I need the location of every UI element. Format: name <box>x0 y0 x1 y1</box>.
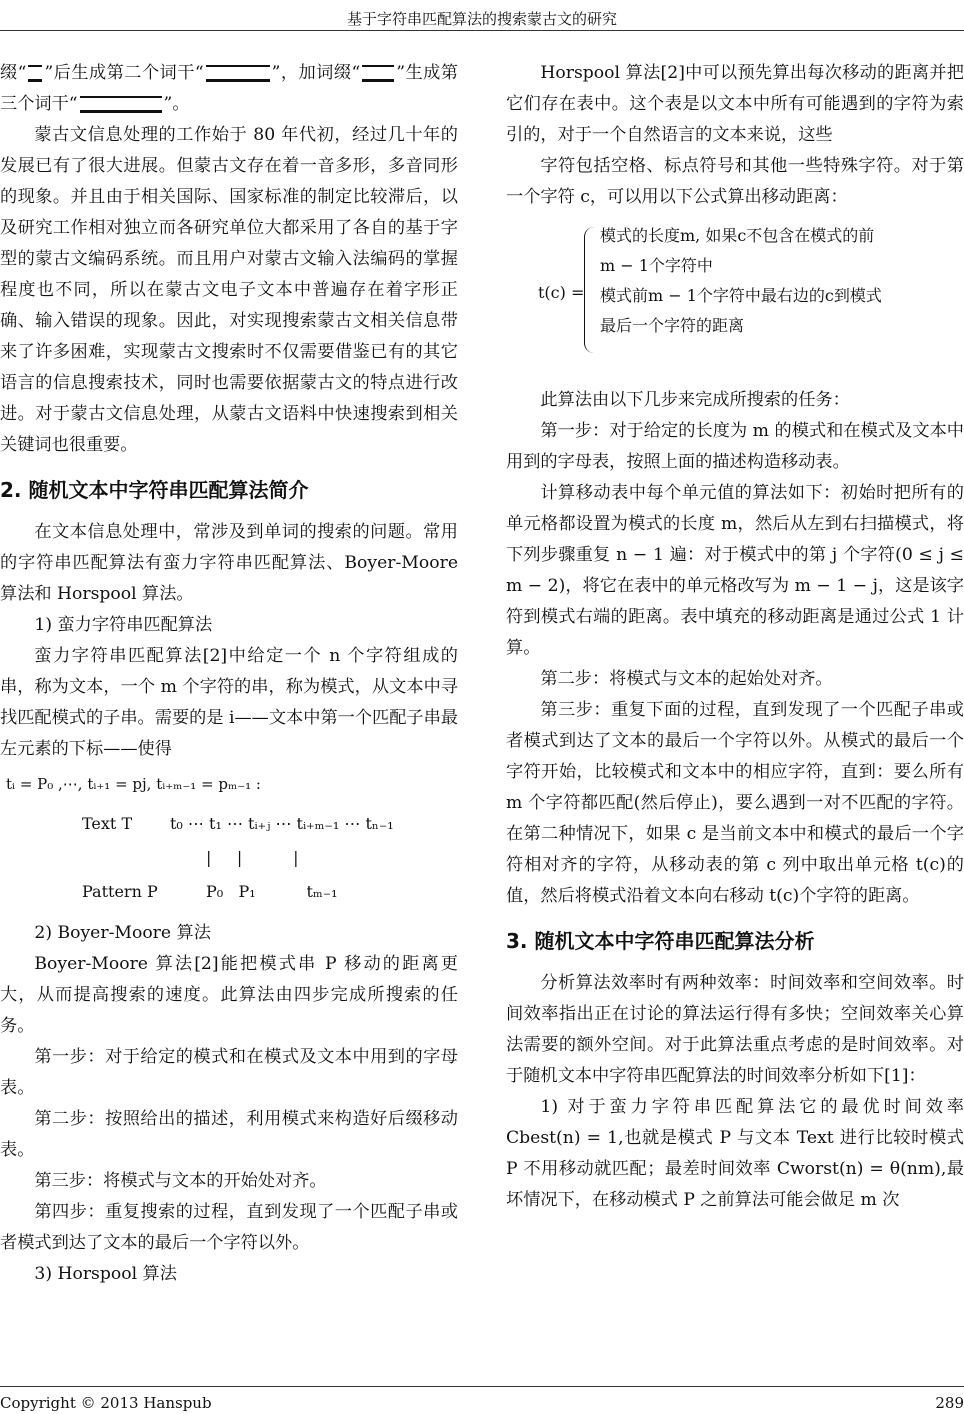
paragraph: 字符包括空格、标点符号和其他一些特殊字符。对于第一个字符 c，可以用以下公式算出移动距离： <box>506 156 964 207</box>
mongolian-suffix-glyph <box>28 65 42 82</box>
formula-cases <box>600 221 882 341</box>
paragraph: 第二步：按照给出的描述，利用模式来构造好后缀移动表。 <box>0 1109 458 1160</box>
formula-brace <box>584 227 595 353</box>
mongolian-stem2-glyph <box>206 65 270 82</box>
alignment-bars: | | | <box>206 848 299 867</box>
paragraph: 第三步：将模式与文本的开始处对齐。 <box>34 1171 327 1191</box>
paragraph: 此算法由以下几步来完成所搜索的任务： <box>540 390 850 410</box>
paragraph: 第一步：对于给定的模式和在模式及文本中用到的字母表。 <box>0 1047 458 1098</box>
section-heading-3: 3. 随机文本中字符串匹配算法分析 <box>506 929 815 953</box>
paragraph: 蒙古文信息处理的工作始于 80 年代初，经过几十年的发展已有了很大进展。但蒙古文存在着一音多形，多音同形的现象。并且由于相关国际、国家标准的制定比较滞后，以及研究工作相对独立而各研究单位大都采用了各自的基于字型的蒙古文编码系统。而且用户对蒙古文输入法编码的掌握程度也不同，所以在蒙古文电子文本中普遍存在着字形正确、输入错误的现象。因此，对实现搜索蒙古文相关信息带来了许多困难，实现蒙古文搜索时不仅需要借鉴已有的其它语言的信息搜索技术，同时也需要依据蒙古文的特点进行改进。对于蒙古文信息处理，从蒙古文语料中快速搜索到相关关键词也很重要。 <box>0 125 458 455</box>
page-number: 289 <box>935 1394 964 1412</box>
paragraph: 计算移动表中每个单元值的算法如下：初始时把所有的单元格都设置为模式的长度 m，然后从左到右扫描模式，将下列步骤重复 n − 1 遍：对于模式中的第 j 个字符(0 ≤ j ≤ m − 2)，将它在表中的单元格改写为 m − 1 − j，这是该字符到模式右端的距离。表中填充的移动距离是通过公式 1 计算。 <box>506 483 964 658</box>
formula-case-line: m − 1个字符中 <box>600 256 713 275</box>
mongolian-suffix2-glyph <box>362 65 394 82</box>
text-t-label: Text T <box>82 814 133 833</box>
formula-case-line: 最后一个字符的距离 <box>600 316 745 335</box>
paragraph: 第三步：重复下面的过程，直到发现了一个匹配子串或者模式到达了文本的最后一个字符以外。从模式的最后一个字符开始，比较模式和文本中的相应字符，直到：要么所有 m 个字符都匹配(然后停止)，要么遇到一对不匹配的字符。在第二种情况下，如果 c 是当前文本中和模式的最后一个字符相对齐的字符，从移动表的第 c 列中取出单元格 t(c)的值，然后将模式沿着文本向右移动 t(c)个字符的距离。 <box>506 700 964 906</box>
right-column <box>506 58 964 1216</box>
paragraph: Horspool 算法[2]中可以预先算出每次移动的距离并把它们存在表中。这个表是以文本中所有可能遇到的字符为索引的，对于一个自然语言的文本来说，这些 <box>506 63 964 145</box>
alignment-diagram <box>0 808 458 918</box>
footer-rule <box>0 1386 964 1387</box>
paragraph: 第一步：对于给定的长度为 m 的模式和在模式及文本中用到的字母表，按照上面的描述构造移动表。 <box>506 421 964 472</box>
left-column <box>0 58 458 1290</box>
paragraph: 蛮力字符串匹配算法[2]中给定一个 n 个字符组成的串，称为文本，一个 m 个字符的串，称为模式，从文本中寻找匹配模式的子串。需要的是 i——文本中第一个匹配子串最左元素的下标——使得 <box>0 646 458 759</box>
mongolian-stem3-glyph <box>80 96 162 113</box>
copyright: Copyright © 2013 Hanspub <box>0 1394 212 1412</box>
text-fragment: ”生成第三个词干“ <box>0 63 458 114</box>
text-fragment: 缀“ <box>0 63 27 83</box>
pattern-p-sequence: P₀ P₁ tₘ₋₁ <box>206 882 338 901</box>
shift-formula <box>506 221 964 363</box>
formula-case-line: 模式前m − 1个字符中最右边的c到模式 <box>600 286 882 305</box>
text-fragment: ”后生成第二个词干“ <box>44 63 204 83</box>
paragraph: Boyer-Moore 算法[2]能把模式串 P 移动的距离更大，从而提高搜索的速度。此算法由四步完成所搜索的任务。 <box>0 954 458 1036</box>
equation: tᵢ = P₀ ,⋯, tᵢ₊₁ = pj, tᵢ₊ₘ₋₁ = pₘ₋₁ : <box>6 775 261 793</box>
running-header: 基于字符串匹配算法的搜索蒙古文的研究 <box>346 10 617 28</box>
formula-lhs: t(c) = <box>538 283 585 302</box>
paragraph: 1) 对于蛮力字符串匹配算法它的最优时间效率 Cbest(n) = 1,也就是模式 P 与文本 Text 进行比较时模式 P 不用移动就匹配；最差时间效率 Cworst(n) = θ(nm),最坏情况下，在移动模式 P 之前算法可能会做足 m 次 <box>506 1097 964 1210</box>
text-fragment: ”。 <box>163 94 190 114</box>
paragraph-mongolian-example <box>0 58 458 120</box>
header-rule <box>0 30 964 31</box>
subsection-heading: 3) Horspool 算法 <box>34 1264 177 1284</box>
paragraph: 第四步：重复搜索的过程，直到发现了一个匹配子串或者模式到达了文本的最后一个字符以外。 <box>0 1202 458 1253</box>
paragraph: 在文本信息处理中，常涉及到单词的搜索的问题。常用的字符串匹配算法有蛮力字符串匹配算法、Boyer-Moore 算法和 Horspool 算法。 <box>0 522 458 604</box>
formula-case-line: 模式的长度m, 如果c不包含在模式的前 <box>600 226 875 245</box>
paragraph: 分析算法效率时有两种效率：时间效率和空间效率。时间效率指出正在讨论的算法运行得有多快；空间效率关心算法需要的额外空间。对于此算法重点考虑的是时间效率。对于随机文本中字符串匹配算法的时间效率分析如下[1]： <box>506 973 964 1086</box>
subsection-heading: 1) 蛮力字符串匹配算法 <box>34 615 213 635</box>
text-t-sequence: t₀ ⋯ t₁ ⋯ tᵢ₊ⱼ ⋯ tᵢ₊ₘ₋₁ ⋯ tₙ₋₁ <box>170 814 394 833</box>
pattern-p-label: Pattern P <box>82 882 158 901</box>
section-heading-2: 2. 随机文本中字符串匹配算法简介 <box>0 478 309 502</box>
text-fragment: ”，加词缀“ <box>271 63 361 83</box>
paragraph: 第二步：将模式与文本的起始处对齐。 <box>540 669 833 689</box>
subsection-heading: 2) Boyer-Moore 算法 <box>34 923 211 943</box>
